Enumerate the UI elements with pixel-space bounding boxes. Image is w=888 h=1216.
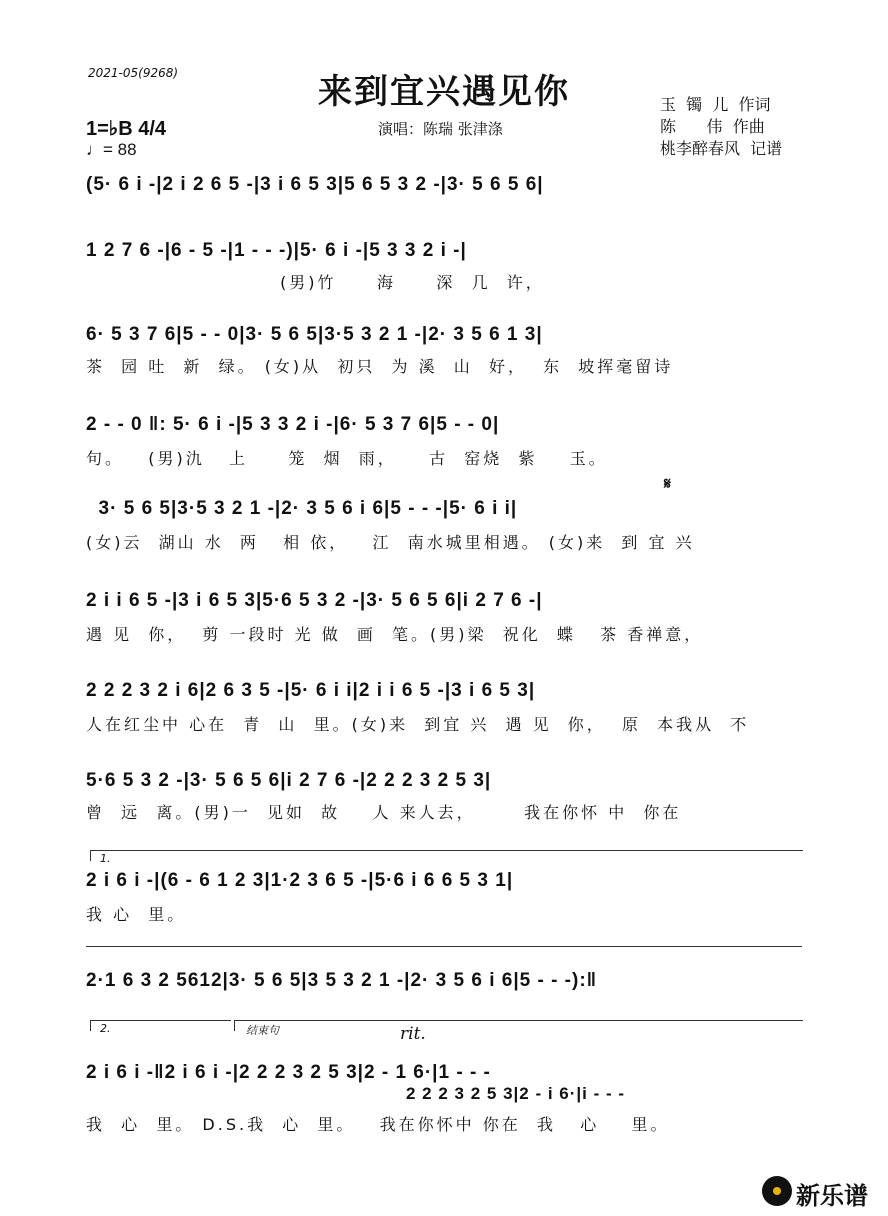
lyrics-line: 茶 园 吐 新 绿。 (女)从 初只 为 溪 山 好， 东 坡挥毫留诗	[86, 357, 674, 376]
notation-line: 2 i 6 i -‖2 i 6 i -|2 2 2 3 2 5 3|2 - 1 6·|1 - - -	[86, 1062, 491, 1083]
lyrics-line: 曾 远 离。(男)一 见如 故 人 来人去， 我在你怀 中 你在	[86, 803, 682, 822]
notation-line: 6· 5 3 7 6|5 - - 0|3· 5 6 5|3·5 3 2 1 -|2· 3 5 6 1 3|	[86, 324, 543, 345]
site-logo	[762, 1172, 884, 1210]
coda-bracket	[234, 1020, 803, 1031]
segno-sign: 𝄋	[664, 474, 671, 493]
notation-line: 2 2 2 3 2 i 6|2 6 3 5 -|5· 6 i i|2 i i 6 5 -|3 i 6 5 3|	[86, 680, 536, 701]
coda-label: 结束句	[246, 1024, 279, 1037]
volta-label-1: 1.	[100, 852, 111, 865]
lyrics-line: 句。 (男)氿 上 笼 烟 雨， 古 窑烧 紫 玉。	[86, 449, 608, 468]
notation-line: 2·1 6 3 2 5612|3· 5 6 5|3 5 3 2 1 -|2· 3 5 6 i 6|5 - - -):‖	[86, 970, 598, 991]
key-signature: 1=♭B 4/4	[86, 118, 167, 140]
logo-text: 新乐谱	[796, 1182, 868, 1210]
lyrics-line: 我 心 里。 D.S.我 心 里。 我在你怀中 你在 我 心 里。	[86, 1115, 670, 1134]
divider-line	[86, 946, 802, 947]
volta-label-2: 2.	[100, 1022, 111, 1035]
song-title: 来到宜兴遇见你	[318, 72, 570, 112]
lyrics-line: 遇 见 你， 剪 一段时 光 做 画 笔。(男)梁 祝化 蝶 茶 香禅意，	[86, 625, 704, 644]
notation-line: 2 i 6 i -|(6 - 6 1 2 3|1·2 3 6 5 -|5·6 i 6 6 5 3 1|	[86, 870, 514, 891]
transcriber-credit: 桃李醉春风 记谱	[660, 139, 783, 158]
notation-line-lower: 2 2 2 3 2 5 3|2 - i 6·|i - - -	[406, 1084, 626, 1103]
ritardando-marking: rit.	[400, 1024, 426, 1044]
notation-line: 2 i i 6 5 -|3 i 6 5 3|5·6 5 3 2 -|3· 5 6 5 6|i 2 7 6 -|	[86, 590, 543, 611]
notation-line: 3· 5 6 5|3·5 3 2 1 -|2· 3 5 6 i 6|5 - - -|5· 6 i i|	[86, 498, 518, 519]
notation-line: 1 2 7 6 -|6 - 5 -|1 - - -)|5· 6 i -|5 3 3 2 i -|	[86, 240, 467, 261]
volta-bracket-2	[90, 1020, 231, 1031]
notation-line: 2 - - 0 ‖: 5· 6 i -|5 3 3 2 i -|6· 5 3 7 6|5 - - 0|	[86, 414, 500, 435]
lyrics-line: (女)云 湖山 水 两 相 依， 江 南水城里相遇。 (女)来 到 宜 兴	[86, 533, 695, 552]
lyrics-line: (男)竹 海 深 几 许，	[86, 273, 545, 292]
score-code: 2021-05(9268)	[88, 66, 179, 80]
record-disc-icon	[762, 1176, 792, 1206]
volta-bracket-1	[90, 850, 803, 861]
notation-line: (5· 6 i -|2 i 2 6 5 -|3 i 6 5 3|5 6 5 3 2 -|3· 5 6 5 6|	[86, 174, 544, 195]
lyrics-line: 人在红尘中 心在 青 山 里。(女)来 到宜 兴 遇 见 你， 原 本我从 不	[86, 715, 750, 734]
lyrics-line: 我 心 里。	[86, 905, 187, 924]
lyricist-credit: 玉 镯 儿 作词	[660, 95, 771, 114]
notation-line: 5·6 5 3 2 -|3· 5 6 5 6|i 2 7 6 -|2 2 2 3 2 5 3|	[86, 770, 492, 791]
composer-credit: 陈 伟 作曲	[660, 117, 765, 136]
performers: 演唱：陈瑞 张津涤	[378, 120, 503, 138]
tempo-marking: ♩= 88	[86, 140, 137, 159]
